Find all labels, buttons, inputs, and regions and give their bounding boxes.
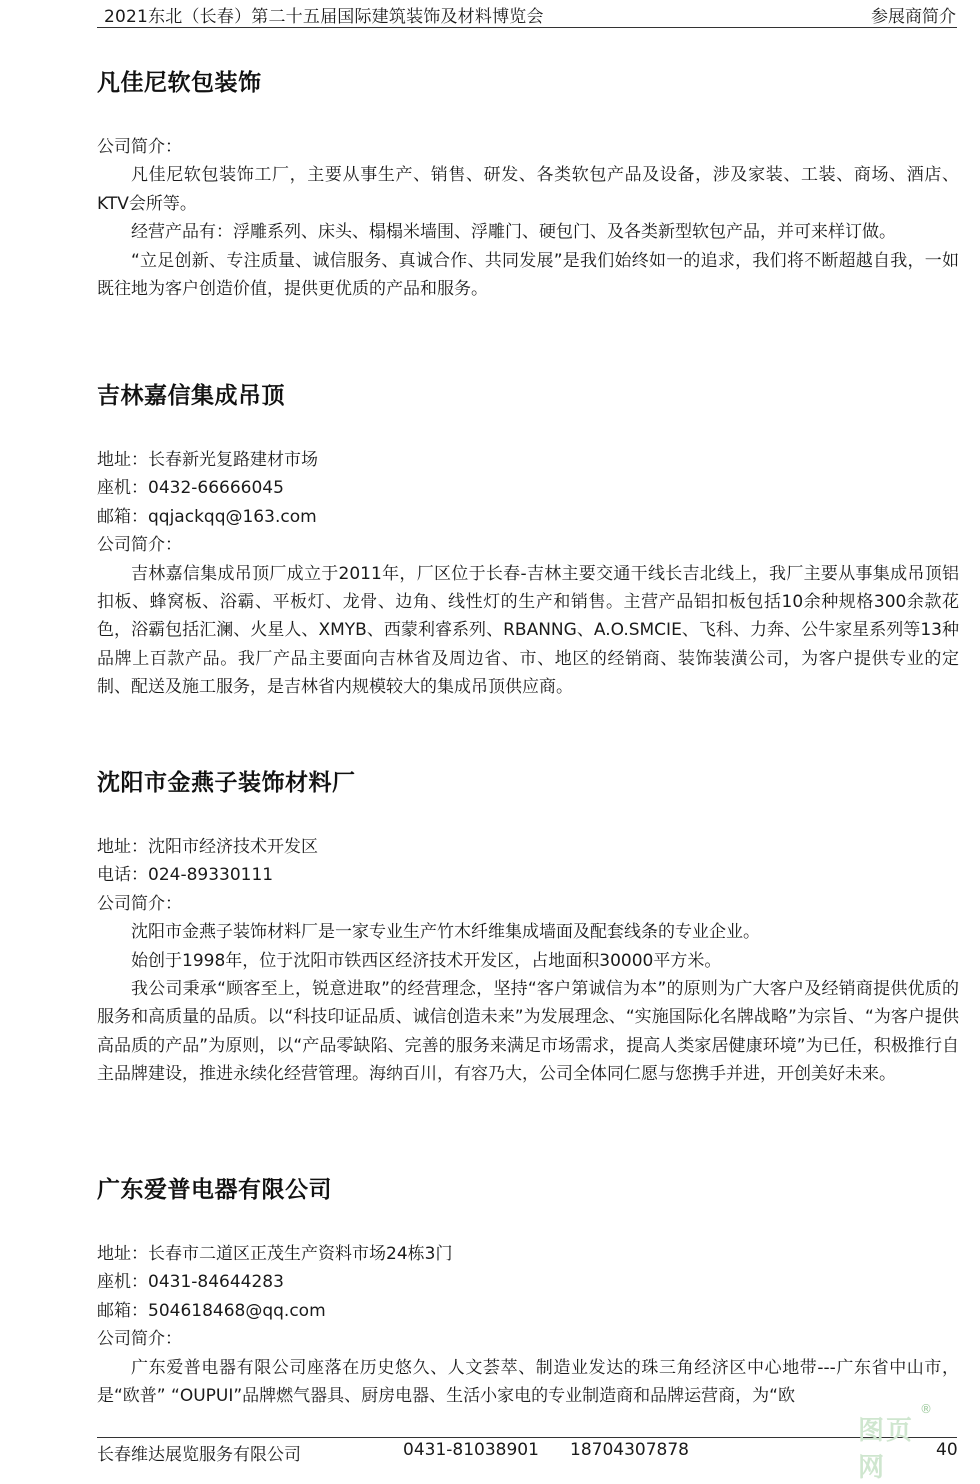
company-title: 广东爱普电器有限公司 xyxy=(97,1177,332,1203)
registered-mark-icon: ® xyxy=(920,1402,932,1416)
intro-label: 公司简介： xyxy=(97,137,182,157)
company-title: 凡佳尼软包装饰 xyxy=(97,70,262,96)
header-divider xyxy=(97,27,957,28)
company-section-fanjiani xyxy=(97,64,959,303)
intro-paragraph: 始创于1998年，位于沈阳市铁西区经济技术开发区，占地面积30000平方米。 xyxy=(131,950,722,971)
page-number: 40 xyxy=(936,1440,958,1460)
company-section-jiaxin xyxy=(97,377,959,702)
footer-divider xyxy=(97,1437,957,1438)
address-line: 地址：沈阳市经济技术开发区 xyxy=(97,837,318,857)
intro-label: 公司简介： xyxy=(97,535,182,556)
footer-company: 长春维达展览服务有限公司 xyxy=(97,1445,301,1465)
footer-mobile: 18704307878 xyxy=(570,1440,689,1460)
address-line: 地址：长春新光复路建材市场 xyxy=(97,450,318,470)
company-section-aipu xyxy=(97,1171,959,1410)
intro-paragraph: 我公司秉承“顾客至上，锐意进取”的经营理念，坚持“客户第诚信为本”的原则为广大客户及经销商提供优质的服务和高质量的品质。以“科技印证品质、诚信创造未来”为发展理念、“实施国际化名牌战略”为宗旨、“为客户提供高品质的产品”为原则，以“产品零缺陷、完善的服务来满足市场需求，提高人类家居健康环境”为已任，积极推行自主品牌建设，推进永续化经营管理。海纳百川，有容乃大，公司全体同仁愿与您携手并进，开创美好未来。 xyxy=(97,979,959,1085)
phone-line: 电话：024-89330111 xyxy=(97,865,274,886)
intro-paragraph: 吉林嘉信集成吊顶厂成立于2011年，厂区位于长春-吉林主要交通干线长吉北线上，我厂主要从事集成吊顶铝扣板、蜂窝板、浴霸、平板灯、龙骨、边角、线性灯的生产和销售。主营产品铝扣板包括10余种规格300余款花色，浴霸包括汇澜、火星人、XMYB、西蒙利睿系列、RBANNG、A.O.SMCIE、飞科、力奔、公牛家星系列等13种品牌上百款产品。我厂产品主要面向吉林省及周边省、市、地区的经销商、装饰装潢公司，为客户提供专业的定制、配送及施工服务，是吉林省内规模较大的集成吊顶供应商。 xyxy=(97,563,959,698)
landline-line: 座机：0431-84644283 xyxy=(97,1272,284,1293)
watermark-text: 图页网 xyxy=(858,1416,915,1483)
intro-paragraph: 经营产品有：浮雕系列、床头、榻榻米墙围、浮雕门、硬包门、及各类新型软包产品，并可来样订做。 xyxy=(131,222,896,243)
email-line: 邮箱：qqjackqq@163.com xyxy=(97,506,317,527)
intro-label: 公司简介： xyxy=(97,1329,182,1350)
intro-label: 公司简介： xyxy=(97,893,182,914)
page-header xyxy=(0,0,980,28)
intro-paragraph: “立足创新、专注质量、诚信服务、真诚合作、共同发展”是我们始终如一的追求，我们将不断超越自我，一如既往地为客户创造价值，提供更优质的产品和服务。 xyxy=(97,250,959,300)
email-line: 邮箱：504618468@qq.com xyxy=(97,1300,326,1321)
company-section-jinyanzi xyxy=(97,764,959,1089)
intro-paragraph: 凡佳尼软包装饰工厂，主要从事生产、销售、研发、各类软包产品及设备，涉及家装、工装、商场、酒店、KTV会所等。 xyxy=(97,165,959,214)
header-section: 参展商简介 xyxy=(871,7,956,27)
address-line: 地址：长春市二道区正茂生产资料市场24栋3门 xyxy=(97,1244,453,1264)
intro-paragraph: 广东爱普电器有限公司座落在历史悠久、人文荟萃、制造业发达的珠三角经济区中心地带---广东省中山市，是“欧普” “OUPUI”品牌燃气器具、厨房电器、生活小家电的专业制造商和品牌运营商，为“欧 xyxy=(97,1357,959,1407)
landline-line: 座机：0432-66666045 xyxy=(97,478,284,499)
watermark-logo xyxy=(858,1402,938,1483)
header-title: 2021东北（长春）第二十五届国际建筑装饰及材料博览会 xyxy=(104,7,544,27)
intro-paragraph: 沈阳市金燕子装饰材料厂是一家专业生产竹木纤维集成墙面及配套线条的专业企业。 xyxy=(131,922,760,943)
company-title: 吉林嘉信集成吊顶 xyxy=(97,383,285,409)
footer-phone: 0431-81038901 xyxy=(403,1440,539,1460)
company-title: 沈阳市金燕子装饰材料厂 xyxy=(97,770,356,796)
